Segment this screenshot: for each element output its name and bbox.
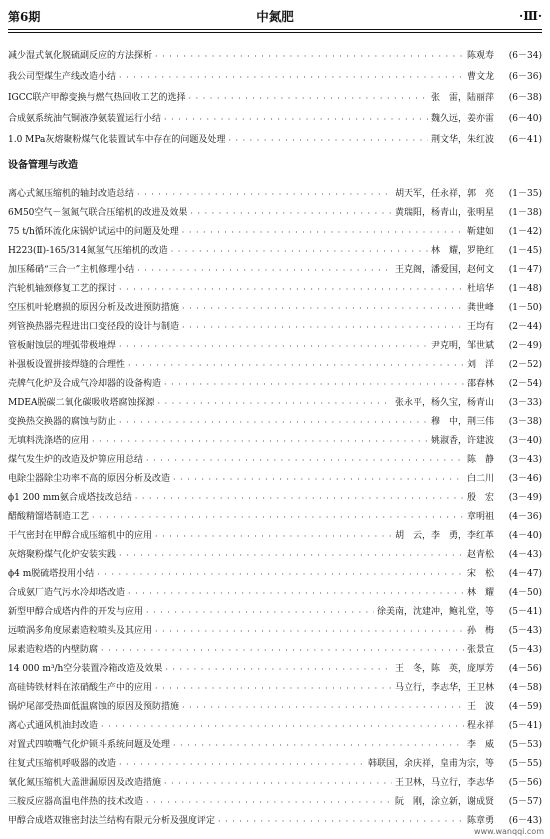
dot-leader [146,457,464,465]
issue-page-ref: (5－41) [508,607,542,617]
issue-page-ref: (3－38) [508,417,542,427]
article-row [8,598,542,617]
page-header [8,4,542,28]
article-title: 甲醇合成塔双锥密封法兰结构有限元分析及强度评定 [8,816,216,826]
article-title: 壳牌气化炉及合成气冷却器的设备构造 [8,379,162,389]
watermark: www.wanqqi.com [474,827,544,836]
article-authors: 徐美南，沈建冲，鲍礼堂，等 [376,607,494,617]
issue-page-ref: (2－44) [508,322,542,332]
article-row [8,522,542,541]
issue-page-ref: (4－59) [508,702,542,712]
issue-page-ref: (4－43) [508,550,542,560]
issue-page-ref: (5－41) [508,721,542,731]
article-row [8,370,542,389]
article-authors: 程永祥 [466,721,494,731]
article-title: 尿素造粒塔的内壁防腐 [8,645,99,655]
issue-page-ref: (3－49) [508,493,542,503]
issue-page-ref: (1－38) [508,208,542,218]
article-row [8,579,542,598]
article-title: 灰熔聚粉煤气化炉安装实践 [8,550,117,560]
equipment-article-list [8,180,542,826]
article-authors: 韩联国，余庆祥，皇甫为宗，等 [367,759,494,769]
dot-leader [146,799,392,807]
dot-leader [137,191,392,199]
article-row [8,332,542,351]
article-authors: 宋 松 [466,569,494,579]
article-title: 空压机叶轮磨损的原因分析及改进预防措施 [8,303,180,313]
article-title: 列管换热器壳程进出口变径段的设计与制造 [8,322,180,332]
article-title: ϕ1 200 mm氨合成塔技改总结 [8,493,132,503]
issue-page-ref: (4－40) [508,531,542,541]
issue-page-ref: (3－40) [508,436,542,446]
article-row [8,617,542,636]
article-row [8,82,542,103]
dot-leader [164,381,464,389]
issue-page-ref: (3－43) [508,455,542,465]
article-title: 管板耐蚀层的埋弧带极堆焊 [8,341,117,351]
article-authors: 殷 宏 [466,493,494,503]
dot-leader [164,780,392,788]
issue-page-ref: (4－56) [508,664,542,674]
article-row [8,124,542,145]
dot-leader [155,685,392,693]
dot-leader [190,210,392,218]
issue-page-ref: (1－47) [508,265,542,275]
article-authors: 陈 静 [466,455,494,465]
issue-page-ref: (5－55) [508,759,542,769]
article-title: 煤气发生炉的改造及炉箅应用总结 [8,455,144,465]
article-authors: 黄瑞阳，杨青山，张明星 [394,208,494,218]
article-title: 6M50空气－氢氮气联合压缩机的改进及效果 [8,208,188,218]
issue-page-ref: (3－46) [508,474,542,484]
dot-leader [92,438,428,446]
dot-leader [189,95,428,103]
issue-number: 第6期 [8,9,41,24]
article-title: 我公司型煤生产线改造小结 [8,72,117,82]
article-title: 电除尘器除尘功率不高的原因分析及改造 [8,474,171,484]
article-title: 高硅铸铁材料在浓硝酸生产中的应用 [8,683,153,693]
article-row [8,731,542,750]
issue-page-ref: (1－42) [508,227,542,237]
article-row [8,294,542,313]
article-title: 变换热交换器的腐蚀与防止 [8,417,117,427]
article-row [8,103,542,124]
article-authors: 魏久远，姜亦雷 [430,114,494,124]
issue-page-ref: (5－43) [508,645,542,655]
article-authors: 赵青松 [466,550,494,560]
dot-leader [119,419,428,427]
dot-leader [119,761,365,769]
article-title: 三胺反应器高温电伴热的技术改造 [8,797,144,807]
dot-leader [165,666,392,674]
article-row [8,655,542,674]
article-authors: 章明祖 [466,512,494,522]
dot-leader [119,343,428,351]
article-authors: 陈观寿 [466,51,494,61]
issue-page-ref: (3－33) [508,398,542,408]
issue-page-ref: (5－53) [508,740,542,750]
article-authors: 尹克明，邹世斌 [430,341,494,351]
article-authors: 王均有 [466,322,494,332]
issue-page-ref: (2－54) [508,379,542,389]
article-authors: 曹文龙 [466,72,494,82]
issue-page-ref: (1－35) [508,189,542,199]
article-row [8,218,542,237]
header-rule-thin [8,32,542,33]
dot-leader [128,362,464,370]
dot-leader [92,514,464,522]
article-row [8,237,542,256]
dot-leader [119,286,464,294]
article-authors: 林 耀，罗艳红 [430,246,494,256]
article-row [8,180,542,199]
journal-title: 中氮肥 [256,9,294,24]
article-title: 汽轮机轴颈修复工艺的探讨 [8,284,117,294]
article-authors: 王卫林，马立行，李志华 [394,778,494,788]
article-title: 往复式压缩机呼吸器的改造 [8,759,117,769]
dot-leader [182,305,464,313]
article-row [8,769,542,788]
article-row [8,693,542,712]
section-title: 设备管理与改造 [8,160,78,171]
issue-page-ref: (1－48) [508,284,542,294]
article-row [8,636,542,655]
article-title: 无填料洗涤塔的应用 [8,436,90,446]
issue-page-ref: (6－34) [508,51,542,61]
article-authors: 王克阁，潘爱国，赵何文 [394,265,494,275]
issue-page-ref: (6－40) [508,114,542,124]
dot-leader [182,704,464,712]
article-authors: 邵春林 [466,379,494,389]
issue-page-ref: (6－36) [508,72,542,82]
page-number: ·Ⅲ· [519,9,542,23]
dot-leader [135,495,464,503]
dot-leader [158,400,392,408]
issue-page-ref: (2－52) [508,360,542,370]
article-row [8,807,542,826]
article-title: 合成氨系统油气铜液净氨装置运行小结 [8,114,162,124]
issue-page-ref: (6－41) [508,135,542,145]
issue-page-ref: (2－49) [508,341,542,351]
article-title: 新型甲醇合成塔内件的开发与应用 [8,607,144,617]
article-title: 加压稀硝“三合一”主机修理小结 [8,265,135,275]
article-authors: 杜培华 [466,284,494,294]
article-row [8,446,542,465]
issue-page-ref: (5－56) [508,778,542,788]
article-authors: 王 冬，陈 英，庞厚芳 [394,664,494,674]
article-authors: 马立行，李志华，王卫林 [394,683,494,693]
issue-page-ref: (5－57) [508,797,542,807]
article-row [8,484,542,503]
article-row [8,313,542,332]
article-title: 14 000 m³/h空分装置冷箱改造及效果 [8,664,163,674]
article-title: MDEA脱碳二氧化碳吸收塔腐蚀探源 [8,398,155,408]
article-title: 干气密封在甲醇合成压缩机中的应用 [8,531,153,541]
issue-page-ref: (4－58) [508,683,542,693]
article-authors: 陈章勇 [466,816,494,826]
article-row [8,256,542,275]
article-authors: 李 威 [466,740,494,750]
article-authors: 孙 梅 [466,626,494,636]
dot-leader [173,742,464,750]
article-title: 1.0 MPa灰熔聚粉煤气化装置试车中存在的问题及处理 [8,135,226,145]
dot-leader [137,267,392,275]
article-row [8,427,542,446]
article-row [8,465,542,484]
article-title: 75 t/h循环流化床锅炉试运中的问题及处理 [8,227,179,237]
article-row [8,788,542,807]
issue-page-ref: (6－38) [508,93,542,103]
article-title: 氧化氮压缩机大盖泄漏原因及改造措施 [8,778,162,788]
article-authors: 张永平，杨久宝，杨青山 [394,398,494,408]
article-row [8,541,542,560]
article-row [8,408,542,427]
dot-leader [119,552,464,560]
issue-page-ref: (4－47) [508,569,542,579]
dot-leader [164,116,428,124]
article-row [8,503,542,522]
article-authors: 姚淑香，许建波 [430,436,494,446]
article-authors: 穆 中，荆三伟 [430,417,494,427]
article-authors: 王 波 [466,702,494,712]
article-title: 离心式通风机油封改造 [8,721,99,731]
dot-leader [128,590,464,598]
article-row [8,560,542,579]
article-authors: 刘 洋 [466,360,494,370]
article-authors: 胡天军，任永祥，郭 亮 [394,189,494,199]
article-row [8,61,542,82]
issue-page-ref: (4－36) [508,512,542,522]
article-authors: 胡 云，李 勇，李红革 [394,531,494,541]
article-title: 锅炉尾部受热面低温腐蚀的原因及预防措施 [8,702,180,712]
dot-leader [171,248,428,256]
article-title: 离心式氮压缩机的轴封改造总结 [8,189,135,199]
dot-leader [182,229,464,237]
dot-leader [119,74,464,82]
article-row [8,712,542,731]
issue-page-ref: (5－43) [508,626,542,636]
article-row [8,674,542,693]
article-title: ϕ4 m脱硫塔投用小结 [8,569,95,579]
article-authors: 张景宣 [466,645,494,655]
dot-leader [182,324,464,332]
dot-leader [228,137,428,145]
issue-page-ref: (1－50) [508,303,542,313]
article-row [8,199,542,218]
dot-leader [155,628,464,636]
dot-leader [101,647,464,655]
article-title: 减少湿式氧化脱硫副反应的方法探析 [8,51,153,61]
article-row [8,389,542,408]
dot-leader [97,571,464,579]
issue-page-ref: (4－50) [508,588,542,598]
article-title: 补强板设置拼接焊缝的合理性 [8,360,126,370]
dot-leader [101,723,464,731]
article-authors: 张 雷，陆丽萍 [430,93,494,103]
article-row [8,40,542,61]
dot-leader [146,609,374,617]
article-title: IGCC联产甲醇变换与燃气热回收工艺的选择 [8,93,186,103]
article-title: 对置式四喷嘴气化炉锁斗系统问题及处理 [8,740,171,750]
article-authors: 白二川 [466,474,494,484]
dot-leader [155,533,392,541]
header-rule [8,29,542,30]
article-title: H223(Ⅱ)-165/314氮氢气压缩机的改造 [8,246,168,256]
issue-page-ref: (1－45) [508,246,542,256]
dot-leader [173,476,464,484]
article-authors: 荆文华，朱红波 [430,135,494,145]
article-row [8,351,542,370]
article-title: 醋酸精馏塔制造工艺 [8,512,90,522]
dot-leader [155,53,464,61]
article-authors: 阮 刚，涂立新，谢成贤 [394,797,494,807]
article-authors: 龚世峰 [466,303,494,313]
article-authors: 林 耀 [466,588,494,598]
article-title: 合成氨厂造气污水冷却塔改造 [8,588,126,598]
article-authors: 靳建如 [466,227,494,237]
article-title: 远喷涡多角度尿素造粒喷头及其应用 [8,626,153,636]
article-row [8,750,542,769]
top-article-list [8,40,542,145]
dot-leader [218,818,464,826]
article-row [8,275,542,294]
issue-page-ref: (6－43) [508,816,542,826]
